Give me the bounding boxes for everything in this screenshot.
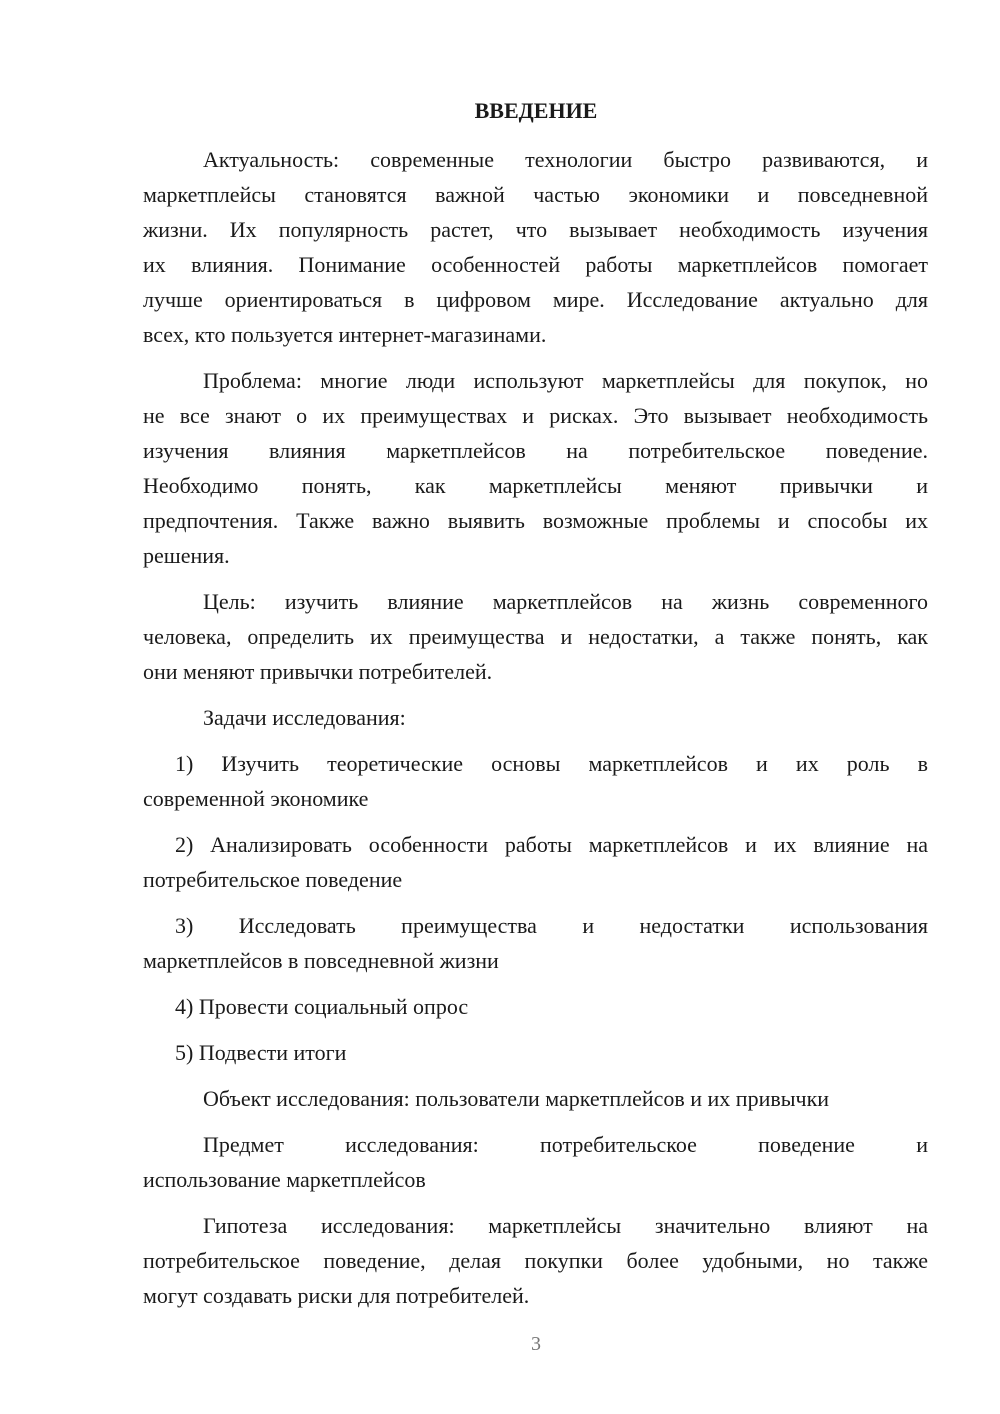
text-line: человека, определить их преимущества и недостатки, а также понять, как (143, 624, 928, 649)
paragraph (143, 142, 928, 352)
page-number: 3 (531, 1333, 541, 1355)
text-line: современной экономике (143, 786, 369, 811)
text-line: не все знают о их преимуществах и рисках. Это вызывает необходимость (143, 403, 928, 428)
paragraph (143, 1127, 928, 1197)
text-line: 2) Анализировать особенности работы маркетплейсов и их влияние на (175, 832, 928, 857)
text-line: предпочтения. Также важно выявить возможные проблемы и способы их (143, 508, 928, 533)
text-line: 4) Провести социальный опрос (175, 994, 469, 1019)
text-line: Необходимо понять, как маркетплейсы меняют привычки и (143, 473, 928, 498)
text-line: маркетплейсов в повседневной жизни (143, 948, 499, 973)
text-line: жизни. Их популярность растет, что вызывает необходимость изучения (143, 217, 928, 242)
text-line: 5) Подвести итоги (175, 1040, 347, 1065)
text-line: Предмет исследования: потребительское поведение и (203, 1132, 928, 1157)
task-list-item (143, 746, 928, 816)
text-line: 3) Исследовать преимущества и недостатки использования (175, 913, 928, 938)
paragraph (143, 1081, 928, 1116)
paragraph (143, 1208, 928, 1313)
paragraph (143, 584, 928, 689)
text-line: могут создавать риски для потребителей. (143, 1283, 530, 1308)
text-line: Проблема: многие люди используют маркетплейсы для покупок, но (203, 368, 928, 393)
task-list-item (143, 827, 928, 897)
task-list-item (143, 989, 928, 1024)
page-title: ВВЕДЕНИЕ (474, 98, 598, 123)
text-line: их влияния. Понимание особенностей работы маркетплейсов помогает (143, 252, 928, 277)
text-line: потребительское поведение (143, 867, 403, 892)
text-line: Задачи исследования: (203, 705, 406, 730)
text-line: изучения влияния маркетплейсов на потребительское поведение. (143, 438, 928, 463)
text-line: решения. (143, 543, 230, 568)
paragraph (143, 363, 928, 573)
text-line: Актуальность: современные технологии быстро развиваются, и (203, 147, 928, 172)
text-line: Объект исследования: пользователи маркетплейсов и их привычки (203, 1086, 830, 1111)
text-line: лучше ориентироваться в цифровом мире. Исследование актуально для (143, 287, 928, 312)
text-line: Гипотеза исследования: маркетплейсы значительно влияют на (203, 1213, 928, 1238)
task-list-item (143, 908, 928, 978)
text-line: маркетплейсы становятся важной частью экономики и повседневной (143, 182, 928, 207)
text-line: потребительское поведение, делая покупки более удобными, но также (143, 1248, 928, 1273)
paragraph (143, 700, 928, 735)
document-body (143, 142, 928, 1324)
text-line: 1) Изучить теоретические основы маркетплейсов и их роль в (175, 751, 928, 776)
text-line: они меняют привычки потребителей. (143, 659, 493, 684)
text-line: использование маркетплейсов (143, 1167, 426, 1192)
text-line: Цель: изучить влияние маркетплейсов на жизнь современного (203, 589, 928, 614)
task-list-item (143, 1035, 928, 1070)
text-line: всех, кто пользуется интернет-магазинами. (143, 322, 547, 347)
